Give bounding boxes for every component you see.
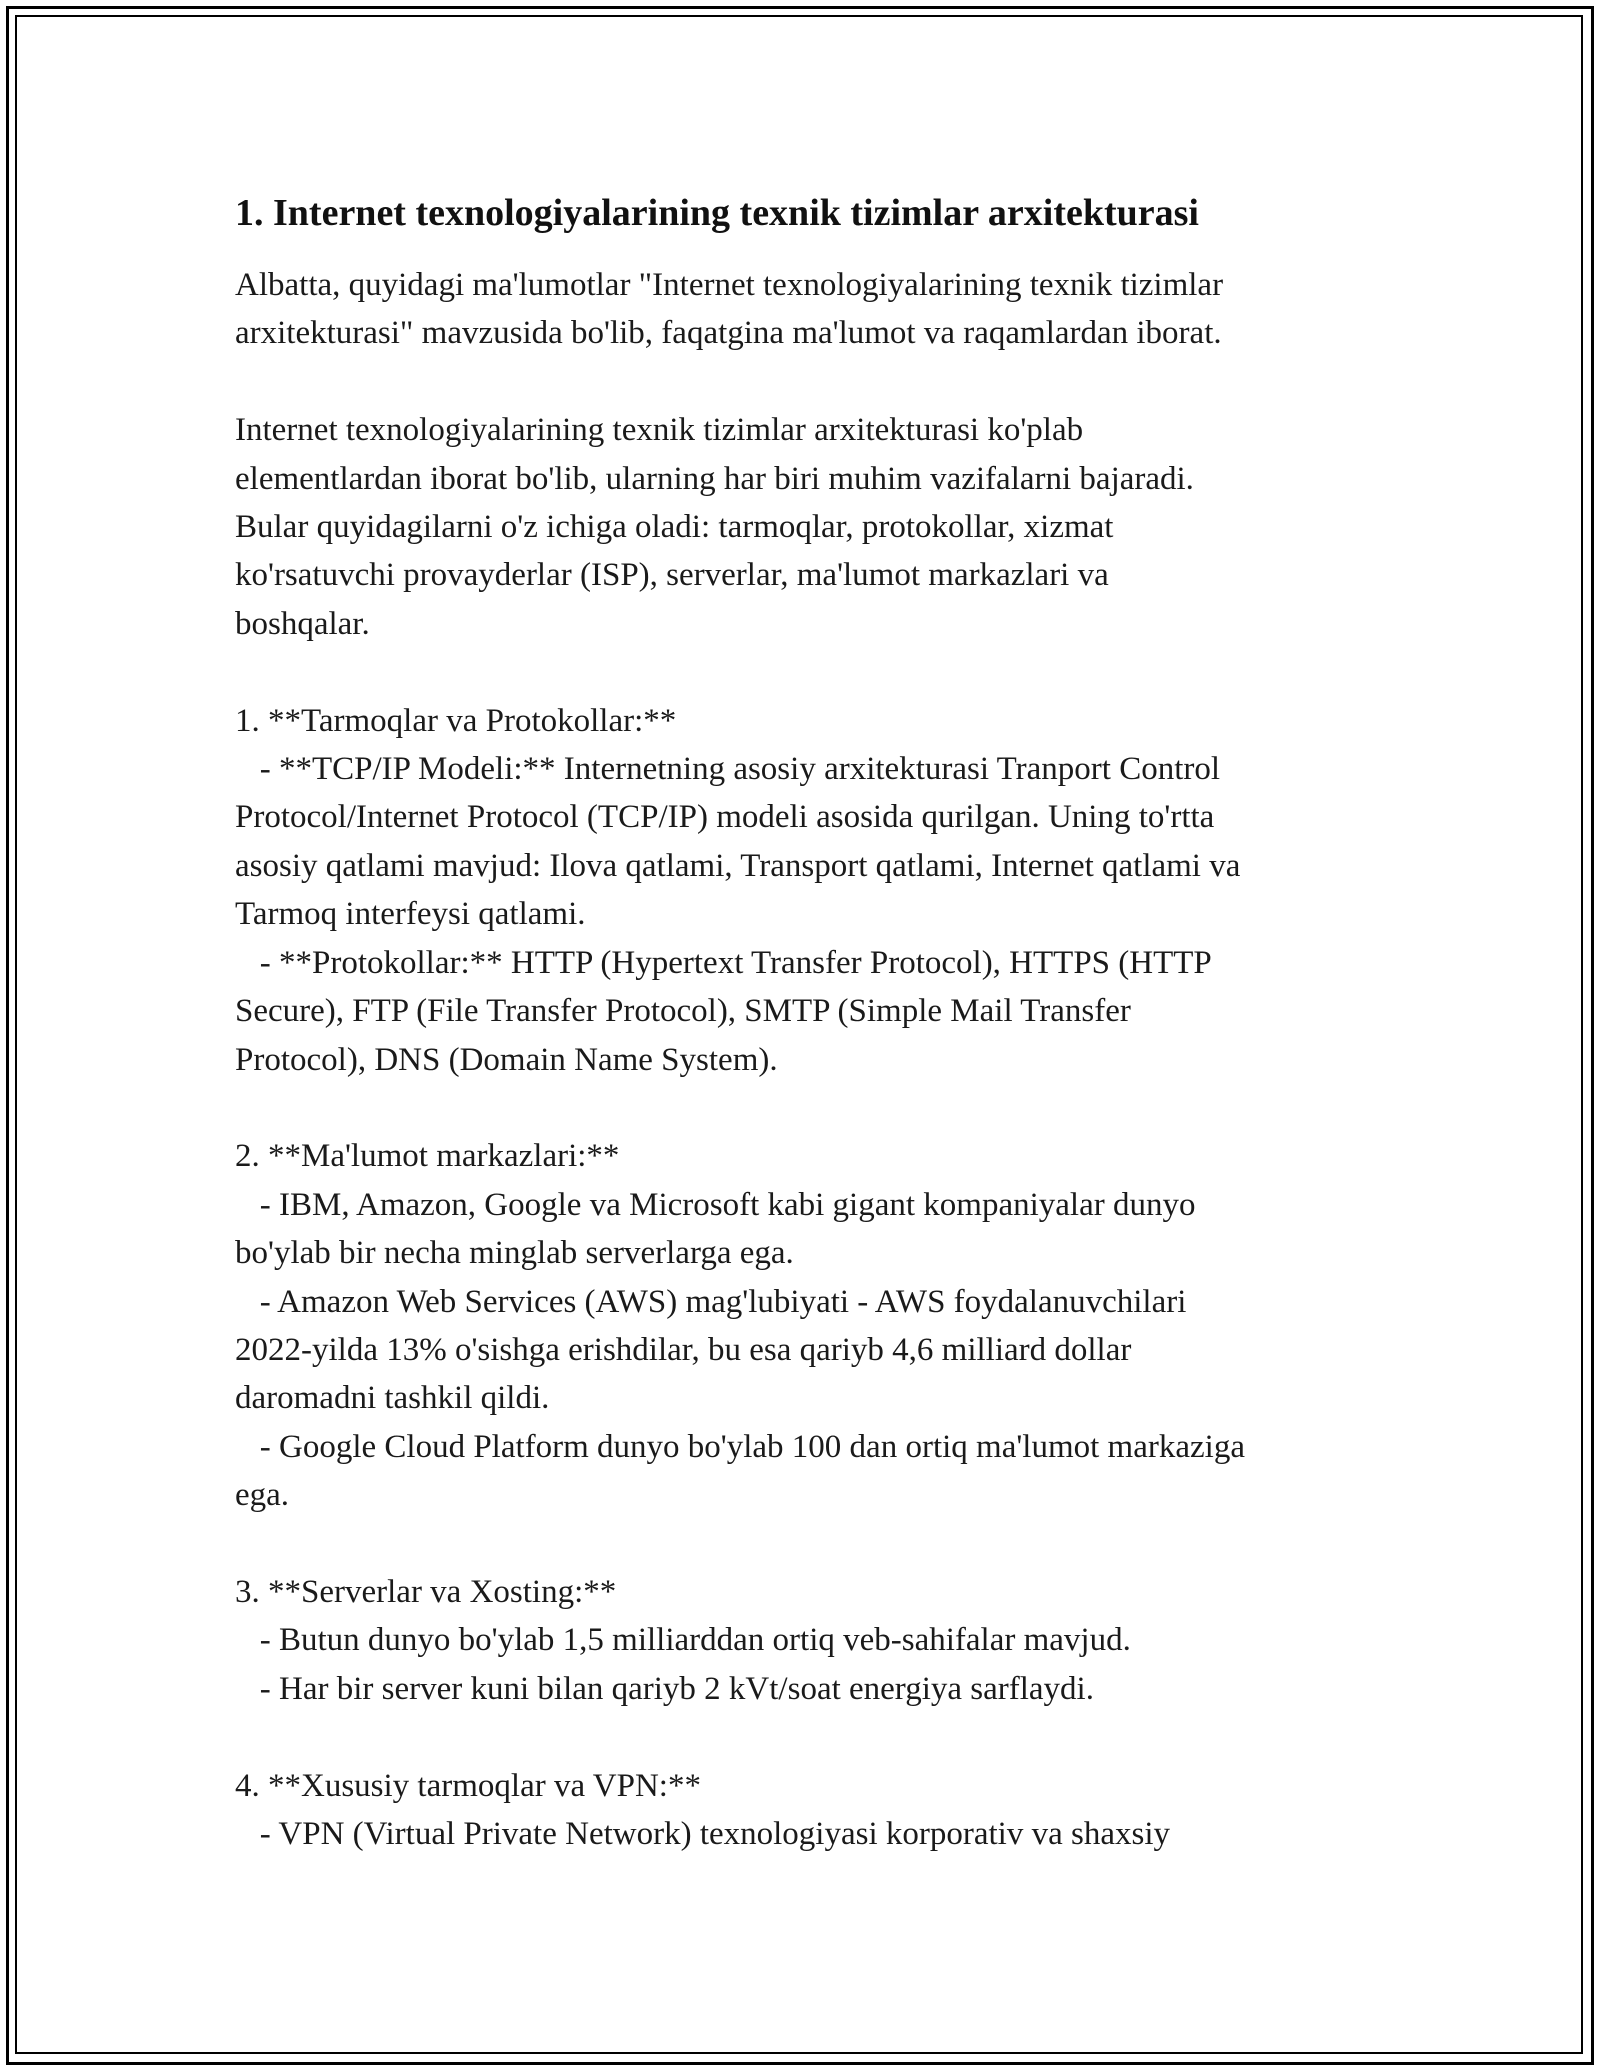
document-title: 1. Internet texnologiyalarining texnik tizimlar arxitekturasi [235, 192, 1199, 234]
document-body: Albatta, quyidagi ma'lumotlar "Internet texnologiyalarining texnik tizimlar arxitekturasi" mavzusida bo'lib, faqatgina ma'lumot va raqamlardan iborat. Internet texnologiyalarining texnik tizimlar arxitekturasi ko'plab elementlardan iborat bo'lib, ularning har biri muhim vazifalarni bajaradi. Bular quyidagilarni o'z ichiga oladi: tarmoqlar, protokollar, xizmat ko'rsatuvchi provayderlar (ISP), serverlar, ma'lumot markazlari va boshqalar. 1. **Tarmoqlar va Protokollar:** - **TCP/IP Modeli:** Internetning asosiy arxitekturasi Tranport Control Protocol/Internet Protocol (TCP/IP) modeli asosida qurilgan. Uning to'rtta asosiy qatlami mavjud: Ilova qatlami, Transport qatlami, Internet qatlami va Tarmoq interfeysi qatlami. - **Protokollar:** HTTP (Hypertext Transfer Protocol), HTTPS (HTTP Secure), FTP (File Transfer Protocol), SMTP (Simple Mail Transfer Protocol), DNS (Domain Name System). 2. **Ma'lumot markazlari:** - IBM, Amazon, Google va Microsoft kabi gigant kompaniyalar dunyo bo'ylab bir necha minglab serverlarga ega. - Amazon Web Services (AWS) mag'lubiyati - AWS foydalanuvchilari 2022-yilda 13% o'sishga erishdilar, bu esa qariyb 4,6 milliard dollar daromadni tashkil qildi. - Google Cloud Platform dunyo bo'ylab 100 dan ortiq ma'lumot markaziga ega. 3. **Serverlar va Xosting:** - Butun dunyo bo'ylab 1,5 milliarddan ortiq veb-sahifalar mavjud. - Har bir server kuni bilan qariyb 2 kVt/soat energiya sarflaydi. 4. **Xususiy tarmoqlar va VPN:** - VPN (Virtual Private Network) texnologiyasi korporativ va shaxsiy [235, 267, 1245, 1852]
document-page [235, 185, 1375, 1858]
